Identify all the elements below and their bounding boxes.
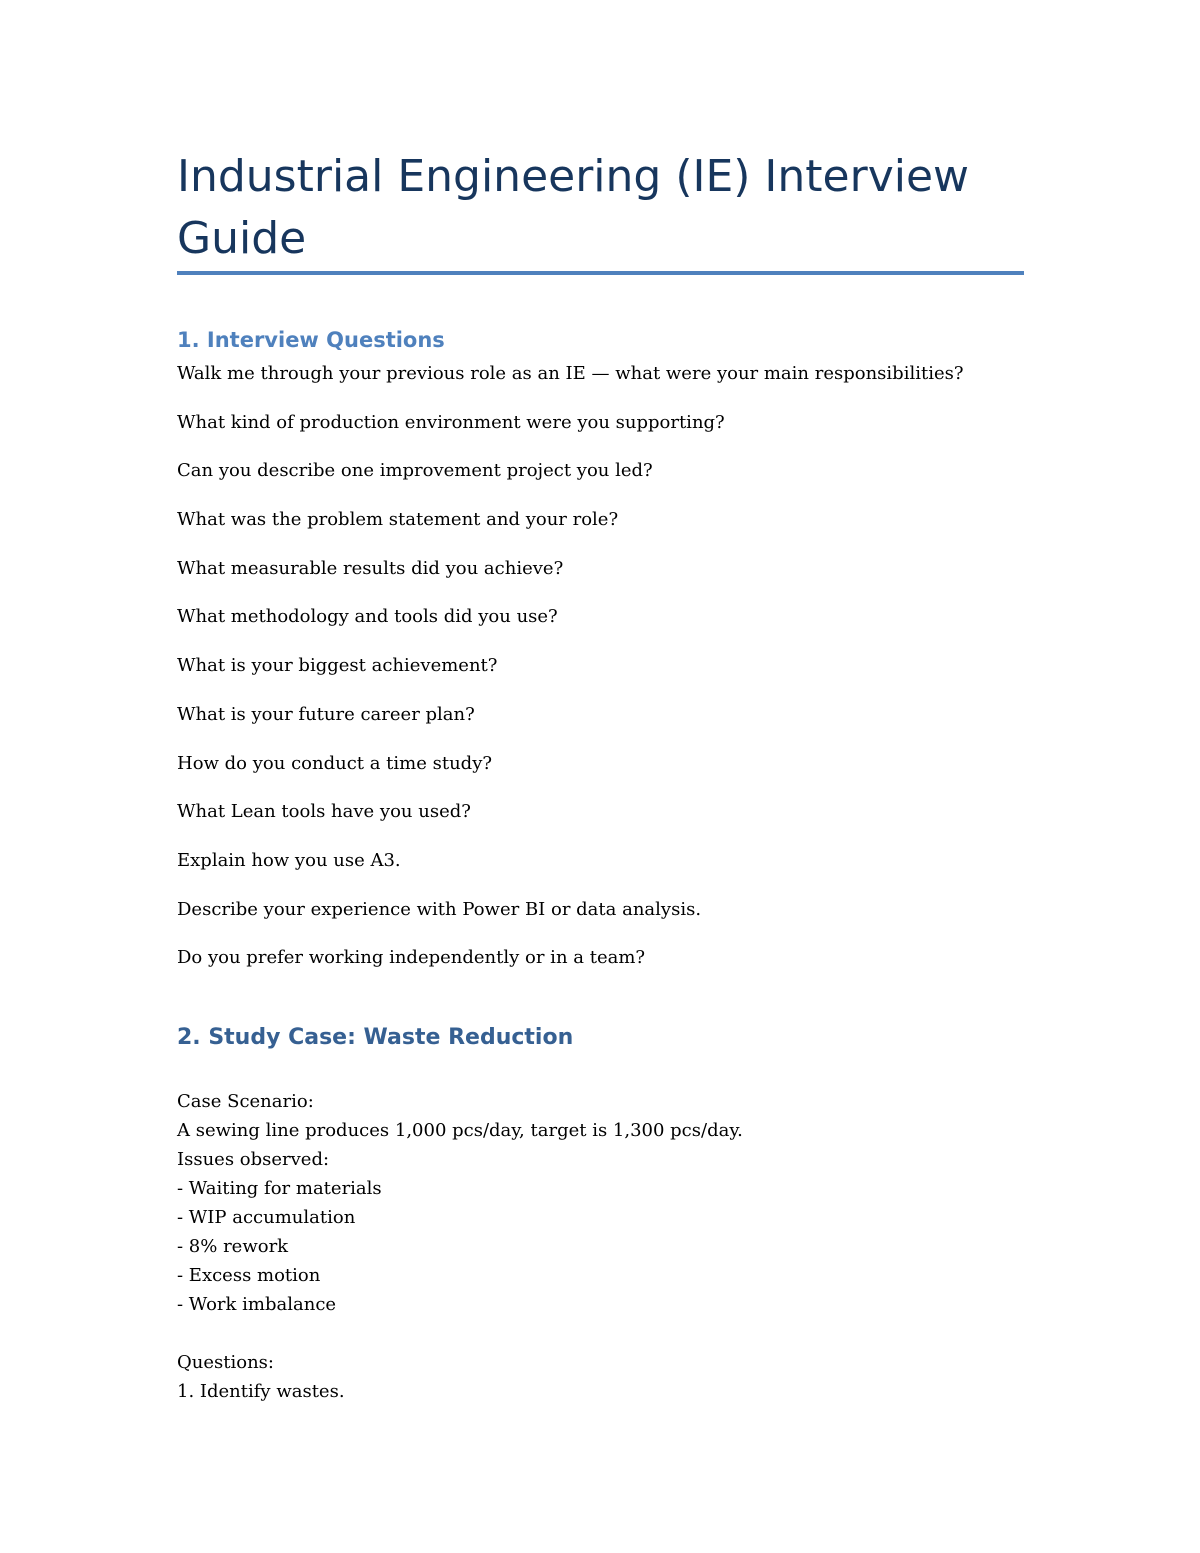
section-heading-interview-questions: 1. Interview Questions — [177, 328, 445, 352]
issues-label: Issues observed: — [177, 1149, 330, 1170]
question-item: Explain how you use A3. — [177, 849, 401, 871]
question-item: Walk me through your previous role as an IE — what were your main responsibilities? — [177, 363, 964, 384]
case-question-item: 1. Identify wastes. — [177, 1381, 345, 1402]
question-item: What is your future career plan? — [177, 703, 475, 725]
issue-item: - Waiting for materials — [177, 1178, 382, 1199]
case-scenario-label: Case Scenario: — [177, 1091, 314, 1112]
page-title: Industrial Engineering (IE) Interview Guide — [177, 151, 970, 264]
section-heading-study-case: 2. Study Case: Waste Reduction — [177, 1025, 574, 1050]
case-scenario-text: A sewing line produces 1,000 pcs/day, target is 1,300 pcs/day. — [177, 1120, 743, 1141]
case-study-block — [177, 1087, 1037, 1406]
interview-questions-list — [177, 360, 1037, 993]
question-item: What kind of production environment were you supporting? — [177, 411, 725, 433]
issue-item: - 8% rework — [177, 1236, 289, 1257]
question-item: Can you describe one improvement project you led? — [177, 460, 653, 482]
question-item: What was the problem statement and your role? — [177, 509, 619, 531]
question-item: Do you prefer working independently or in a team? — [177, 947, 646, 969]
issue-item: - Excess motion — [177, 1265, 321, 1286]
question-item: How do you conduct a time study? — [177, 752, 493, 774]
paragraph-gap — [177, 1319, 1037, 1348]
title-underline-rule — [177, 271, 1024, 275]
issue-item: - WIP accumulation — [177, 1207, 356, 1228]
question-item: What methodology and tools did you use? — [177, 606, 558, 628]
issue-item: - Work imbalance — [177, 1294, 337, 1315]
question-item: What measurable results did you achieve? — [177, 557, 564, 579]
case-questions-label: Questions: — [177, 1352, 274, 1373]
question-item: Describe your experience with Power BI or data analysis. — [177, 898, 702, 920]
question-item: What is your biggest achievement? — [177, 655, 498, 677]
question-item: What Lean tools have you used? — [177, 801, 471, 823]
